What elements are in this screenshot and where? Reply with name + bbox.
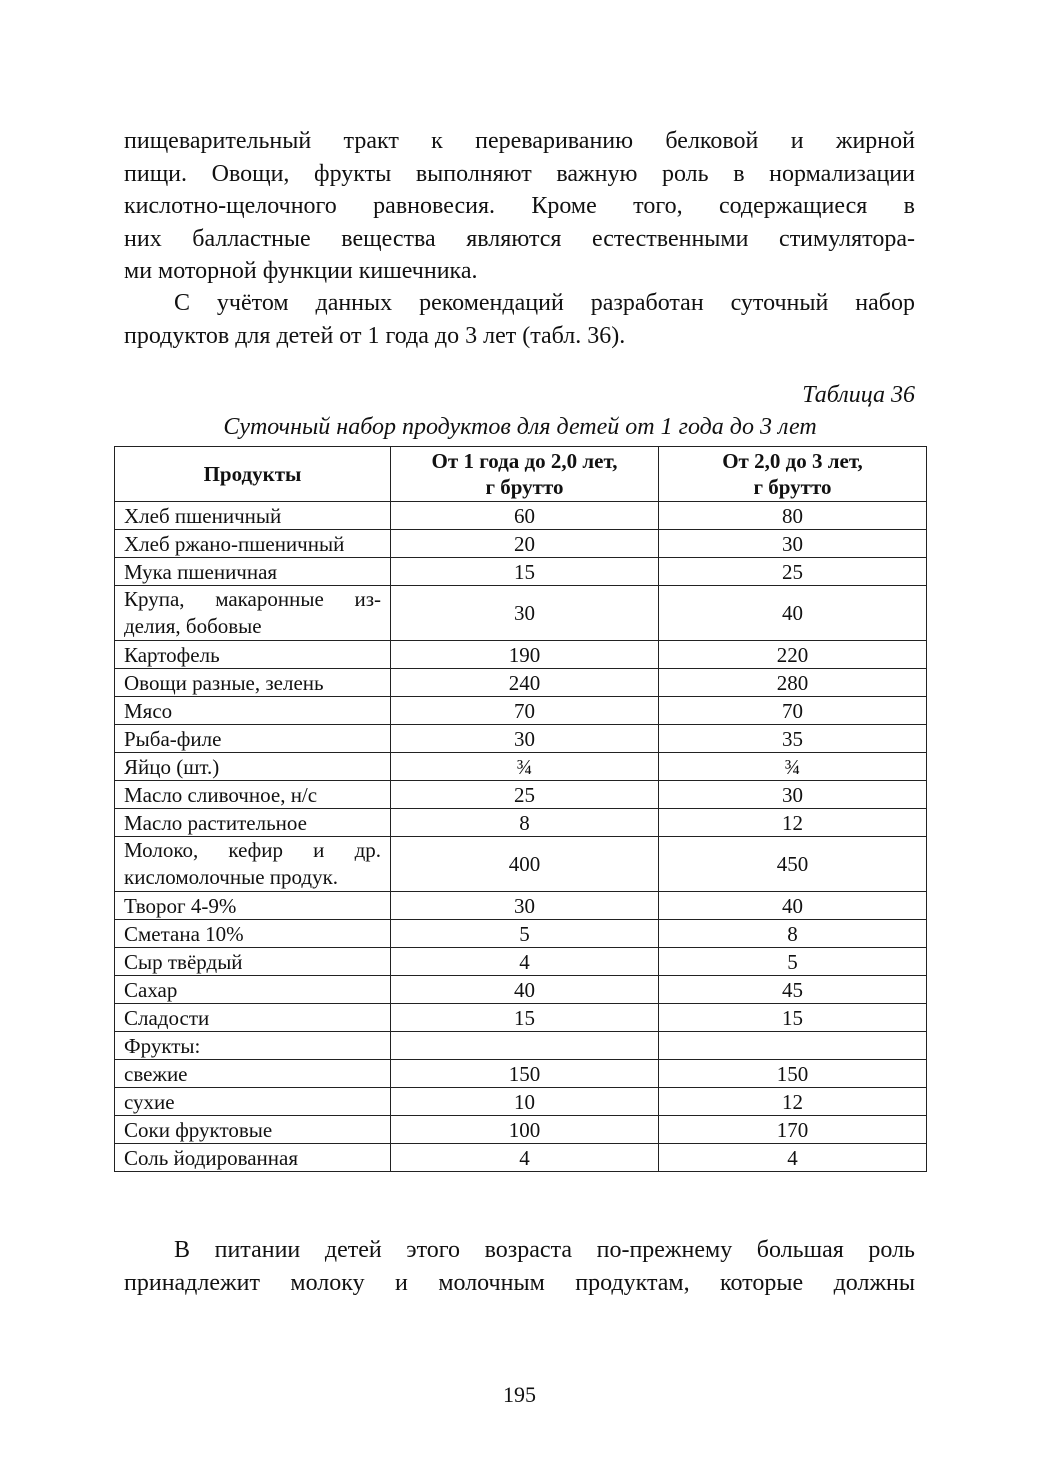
amount-age-2-3: 4: [659, 1144, 927, 1172]
amount-age-1-2: 100: [391, 1116, 659, 1144]
product-name: Сметана 10%: [115, 920, 391, 948]
table-row: [115, 697, 927, 725]
table-row: [115, 809, 927, 837]
amount-age-2-3: 15: [659, 1004, 927, 1032]
product-name: Рыба-филе: [115, 725, 391, 753]
amount-age-1-2: 60: [391, 502, 659, 530]
product-name: Сахар: [115, 976, 391, 1004]
page-number: 195: [503, 1382, 536, 1407]
table-row: [115, 558, 927, 586]
table-row: [115, 948, 927, 976]
table-row: [115, 1060, 927, 1088]
paragraph-line: них балластные вещества являются естественными стимулятора-: [124, 225, 915, 252]
table-row: [115, 669, 927, 697]
product-name: Соки фруктовые: [115, 1116, 391, 1144]
product-name: Яйцо (шт.): [115, 753, 391, 781]
product-name: Мясо: [115, 697, 391, 725]
table-row: [115, 1032, 927, 1060]
amount-age-2-3: 45: [659, 976, 927, 1004]
products-table: [114, 446, 927, 1172]
amount-age-2-3: 30: [659, 781, 927, 809]
product-name: Молоко, кефир и др. кисломолочные продук.: [115, 837, 391, 892]
amount-age-2-3: 220: [659, 641, 927, 669]
product-name: Хлеб пшеничный: [115, 502, 391, 530]
table-caption: Суточный набор продуктов для детей от 1 года до 3 лет: [223, 414, 817, 440]
amount-age-1-2: 400: [391, 837, 659, 892]
paragraph-line: принадлежит молоку и молочным продуктам, которые должны: [124, 1269, 915, 1296]
header-age-2-3: От 2,0 до 3 лет, г брутто: [659, 447, 927, 502]
header-age-1-2: От 1 года до 2,0 лет, г брутто: [391, 447, 659, 502]
product-name: Масло сливочное, н/с: [115, 781, 391, 809]
amount-age-2-3: 25: [659, 558, 927, 586]
amount-age-1-2: 30: [391, 725, 659, 753]
table-row: [115, 976, 927, 1004]
table-row: [115, 502, 927, 530]
paragraph-line: ми моторной функции кишечника.: [124, 258, 478, 284]
product-name: сухие: [115, 1088, 391, 1116]
amount-age-1-2: 4: [391, 1144, 659, 1172]
paragraph-line: кислотно-щелочного равновесия. Кроме того, содержащиеся в: [124, 193, 915, 219]
amount-age-1-2: 150: [391, 1060, 659, 1088]
table-row: [115, 753, 927, 781]
body-paragraph-3: [124, 1234, 915, 1299]
paragraph-line: пищеварительный тракт к перевариванию белковой и жирной: [124, 128, 915, 154]
product-name: свежие: [115, 1060, 391, 1088]
paragraph-line: пищи. Овощи, фрукты выполняют важную роль в нормализации: [124, 160, 915, 187]
product-name: Мука пшеничная: [115, 558, 391, 586]
amount-age-2-3: 12: [659, 809, 927, 837]
amount-age-1-2: 240: [391, 669, 659, 697]
body-paragraph-2: [124, 287, 915, 352]
amount-age-2-3: ¾: [659, 753, 927, 781]
product-name: Творог 4-9%: [115, 892, 391, 920]
amount-age-2-3: 5: [659, 948, 927, 976]
paragraph-line: продуктов для детей от 1 года до 3 лет (табл. 36).: [124, 322, 626, 349]
amount-age-1-2: 40: [391, 976, 659, 1004]
amount-age-2-3: 80: [659, 502, 927, 530]
product-name: Соль йодированная: [115, 1144, 391, 1172]
table-row: [115, 892, 927, 920]
amount-age-1-2: 4: [391, 948, 659, 976]
product-name: Сладости: [115, 1004, 391, 1032]
amount-age-1-2: 190: [391, 641, 659, 669]
amount-age-1-2: 15: [391, 1004, 659, 1032]
product-name: Хлеб ржано-пшеничный: [115, 530, 391, 558]
amount-age-2-3: 150: [659, 1060, 927, 1088]
amount-age-2-3: 40: [659, 892, 927, 920]
amount-age-1-2: 8: [391, 809, 659, 837]
amount-age-2-3: 170: [659, 1116, 927, 1144]
product-name: Сыр твёрдый: [115, 948, 391, 976]
amount-age-1-2: 25: [391, 781, 659, 809]
paragraph-line: С учётом данных рекомендаций разработан суточный набор: [174, 290, 915, 316]
table-row: [115, 781, 927, 809]
amount-age-2-3: 12: [659, 1088, 927, 1116]
amount-age-1-2: 15: [391, 558, 659, 586]
amount-age-1-2: [391, 1032, 659, 1060]
amount-age-2-3: 280: [659, 669, 927, 697]
product-name: Крупа, макаронные из- делия, бобовые: [115, 586, 391, 641]
product-name: Фрукты:: [115, 1032, 391, 1060]
table-row: [115, 641, 927, 669]
product-name: Масло растительное: [115, 809, 391, 837]
product-name: Картофель: [115, 641, 391, 669]
table-row: [115, 1088, 927, 1116]
table-row: [115, 530, 927, 558]
product-name: Овощи разные, зелень: [115, 669, 391, 697]
amount-age-2-3: [659, 1032, 927, 1060]
table-row: [115, 920, 927, 948]
table-row: [115, 1116, 927, 1144]
table-header-row: [115, 447, 927, 502]
table-label: Таблица 36: [802, 382, 915, 408]
amount-age-2-3: 40: [659, 586, 927, 641]
table-row: [115, 725, 927, 753]
body-paragraph-1: [124, 125, 915, 288]
amount-age-2-3: 30: [659, 530, 927, 558]
amount-age-1-2: 5: [391, 920, 659, 948]
amount-age-1-2: 10: [391, 1088, 659, 1116]
amount-age-1-2: 30: [391, 586, 659, 641]
amount-age-2-3: 450: [659, 837, 927, 892]
amount-age-1-2: 20: [391, 530, 659, 558]
paragraph-line: В питании детей этого возраста по-прежнему большая роль: [174, 1237, 915, 1263]
table-row: [115, 837, 927, 892]
amount-age-2-3: 8: [659, 920, 927, 948]
header-products: Продукты: [115, 447, 391, 502]
amount-age-2-3: 70: [659, 697, 927, 725]
table-row: [115, 586, 927, 641]
amount-age-2-3: 35: [659, 725, 927, 753]
table-row: [115, 1144, 927, 1172]
amount-age-1-2: 70: [391, 697, 659, 725]
table-row: [115, 1004, 927, 1032]
amount-age-1-2: ¾: [391, 753, 659, 781]
amount-age-1-2: 30: [391, 892, 659, 920]
